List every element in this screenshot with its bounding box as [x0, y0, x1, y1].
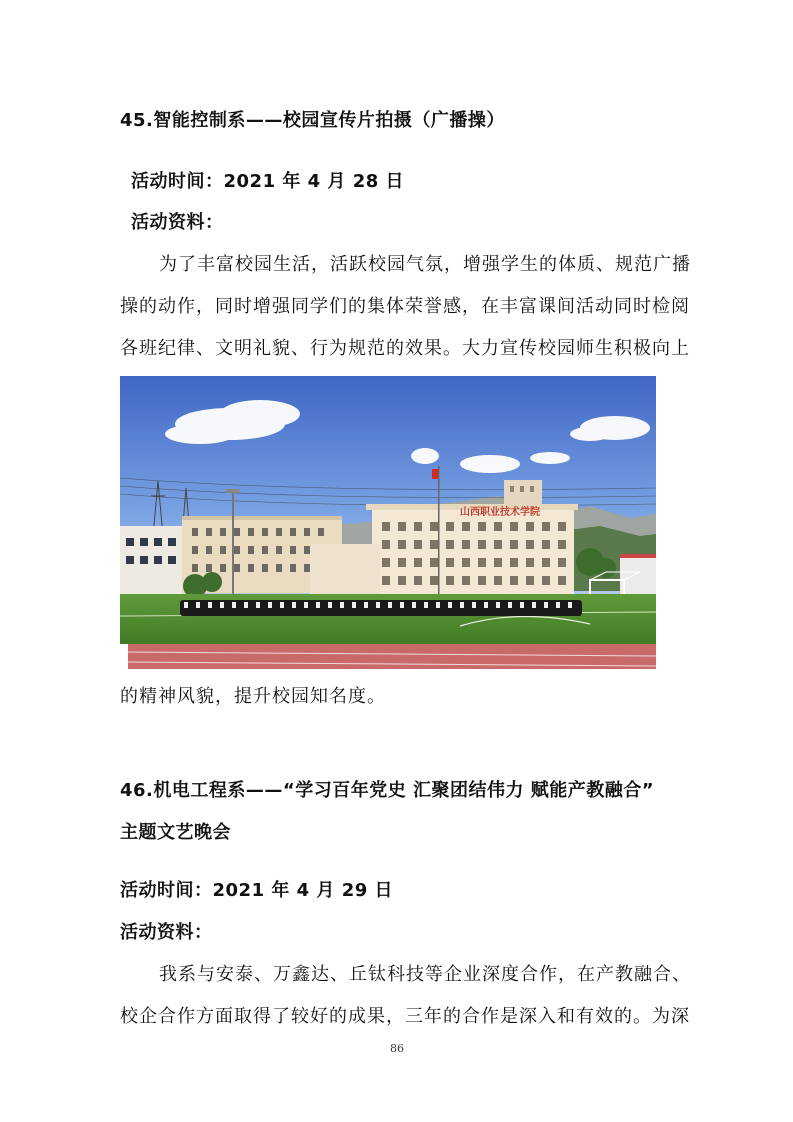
- section-46-heading: 46.机电工程系——“学习百年党史 汇聚团结伟力 赋能产教融合”: [120, 780, 655, 801]
- section-45-para-line: 操的动作，同时增强同学们的集体荣誉感，在丰富课间活动同时检阅: [120, 296, 690, 317]
- building-sign: 山西职业技术学院: [460, 507, 540, 518]
- section-46-material-label: 活动资料：: [120, 922, 213, 943]
- section-45-para-line: 为了丰富校园生活，活跃校园气氛，增强学生的体质、规范广播: [159, 254, 691, 275]
- section-45-para-line: 的精神风貌，提升校园知名度。: [120, 686, 386, 707]
- section-46-para-line: 校企合作方面取得了较好的成果，三年的合作是深入和有效的。为深: [120, 1006, 690, 1027]
- section-45-para-line: 各班纪律、文明礼貌、行为规范的效果。大力宣传校园师生积极向上: [120, 338, 690, 359]
- section-45-material-label: 活动资料：: [131, 212, 224, 233]
- section-46-para-line: 我系与安泰、万鑫达、丘钛科技等企业深度合作，在产教融合、: [159, 964, 691, 985]
- section-45-time: 活动时间：2021 年 4 月 28 日: [131, 171, 405, 192]
- page-number: 86: [390, 1042, 404, 1055]
- section-46-time: 活动时间：2021 年 4 月 29 日: [120, 880, 394, 901]
- section-46-heading-cont: 主题文艺晚会: [120, 822, 231, 843]
- section-45-heading: 45.智能控制系——校园宣传片拍摄（广播操）: [120, 110, 505, 131]
- broadcast-exercise-photo: [120, 376, 656, 669]
